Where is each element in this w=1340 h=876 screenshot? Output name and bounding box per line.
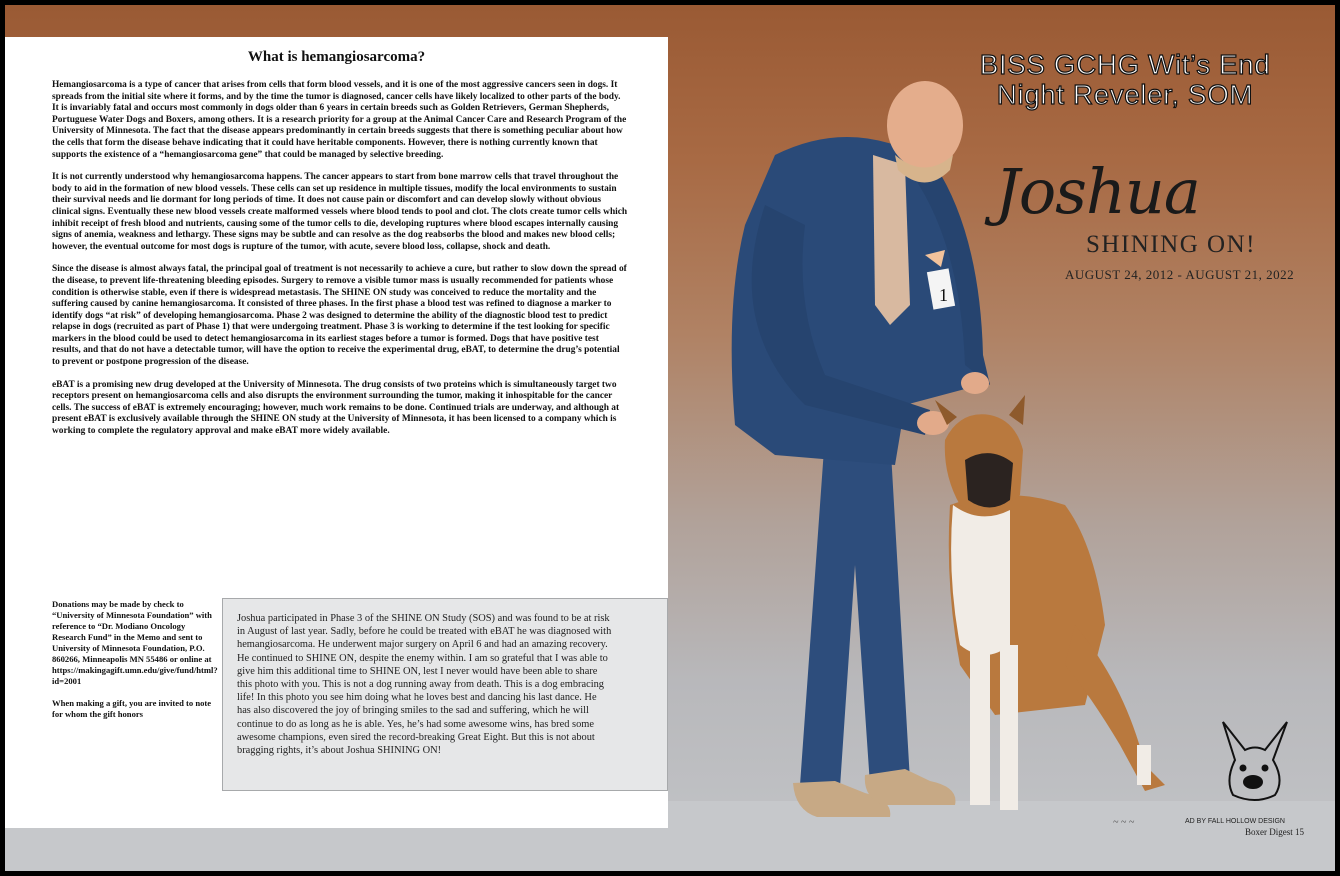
dog-call-name: Joshua <box>995 155 1200 228</box>
article-paragraph: eBAT is a promising new drug developed at the University of Minnesota. The drug consists of two proteins which is simultaneously target two receptors present on hemangiosarcoma cells and also disrupts the environment surrounding the tumor, making it inhospitable for the cancer cells. The success of eBAT is extremely encouraging; however, much work remains to be done. Continued trials are underway, and although at present eBAT is exclusively available through the SHINE ON study at the University of Minnesota, it has been licensed to a company which is working to complete the regulatory approval and make eBAT more widely available. <box>52 379 620 437</box>
dog-rear-paw <box>1137 745 1151 785</box>
article-paragraph: Hemangiosarcoma is a type of cancer that arises from cells that form blood vessels, and it is one of the most aggressive cancers seen in dogs. It spreads from the initial site where it forms, and by the time the tumor is diagnosed, cancer cells have likely localized to other parts of the body. It is invariably fatal and occurs most commonly in dogs older than 6 years in certain breeds such as Golden Retrievers, German Shepherds, Portuguese Water Dogs and Boxers, among others. It is a research priority for a group at the Animal Cancer Care and Research Program of the University of Minnesota. The fact that the disease appears predominantly in certain breeds suggests that there is something peculiar about how the cells that form the disease behave indicating that it could have heritable components. However, there is nothing currently known that supports the existence of a “hemangiosarcoma gene” that could be managed by selective breeding. <box>52 80 627 160</box>
dog-title-line-1: BISS GCHG Wit’s End <box>979 49 1271 80</box>
photographer-signature-icon: ~ ~ ~ <box>1113 817 1135 828</box>
article-title: What is hemangiosarcoma? <box>247 49 426 65</box>
handler-shirt <box>873 155 910 325</box>
tagline: SHINING ON! <box>1086 231 1256 258</box>
handler-shoe-right <box>865 769 956 805</box>
ad-credit: AD BY FALL HOLLOW DESIGN <box>1185 818 1285 825</box>
article-paragraph: Since the disease is almost always fatal, the principal goal of treatment is not necessarily to achieve a cure, but rather to slow down the spread of the disease, to prevent life-threatening bleeding episodes. Surgery to remove a visible tumor mass is usually recommended for patients whose condition is otherwise stable, even if there is widespread metastasis. The SHINE ON study was conceived to reduce the mortality and the suffering caused by canine hemangiosarcoma. It consisted of three phases. In the first phase a blood test was refined to diagnose a marker to identify dogs “at risk” of developing hemangiosarcoma. Phase 2 was designed to determine the ability of the diagnostic blood test to predict relapse in dogs (recruited as part of Phase 1) that were undergoing treatment. Phase 3 is working to determine if the test looking for specific markers in the blood could be used to detect hemangiosarcoma in its earliest stages before a tumor is formed. Dogs that have positive test results, and that do not have a detectable tumor, will have the option to receive the experimental drug, eBAT, to determine the drug’s potential to prevent or postpone progression of the disease. <box>52 264 627 368</box>
article-body <box>52 80 628 449</box>
donations-note: When making a gift, you are invited to note for whom the gift honors <box>52 698 212 719</box>
magazine-spread <box>5 5 1335 871</box>
handler-hand-right <box>961 372 989 394</box>
story-text: Joshua participated in Phase 3 of the SHINE ON Study (SOS) and was found to be at risk in August of last year. Sadly, before he could be treated with eBAT he was diagnosed with hemangiosarcoma. He underwent major surgery on April 6 and had an amazing recovery. He continued to SHINE ON, despite the enemy within. I am so grateful that I was able to give him this additional time to SHINE ON, lest I never would have been able to share this photo with you. This is not a dog running away from death. This is a dog embracing life! In this photo you see him doing what he loves best and dancing his last dance. He has also discovered the joy of bringing smiles to the sad and suffering, which he will continue to do as long as he is able. Yes, he’s had some awesome wins, has bred some awesome champions, even sired the record-breaking Great Eight. But this is not about bragging rights, it’s about Joshua SHINING ON! <box>237 613 612 757</box>
dog-leg-front-left <box>970 645 990 805</box>
armband-number: 1 <box>939 285 948 305</box>
article-paragraph: It is not currently understood why hemangiosarcoma happens. The cancer appears to start from bone marrow cells that travel throughout the body to aid in the formation of new blood vessels. These cells can set up residence in multiple tissues, modify the local environments to sustain their survival needs and lie dormant for long periods of time. It does not cause pain or discomfort and can develop slowly without obvious clinical signs. Eventually these new blood vessels create malformed vessels where blood tends to pool and clot. The clots create tumor cells which inhibit receipt of fresh blood and nutrients, causing some of the tumor cells to die, developing ruptures where blood escapes internally causing signs of anemia, weakness and lethargy. These signs may be subtle and can resolve as the dog reabsorbs the blood and makes new blood cells; however, the eventual outcome for most dogs is rupture of the tumor, with acute, severe blood loss, collapse, shock and death. <box>52 172 628 252</box>
dog-leg-front-right <box>1000 645 1018 810</box>
boxer-logo-icon <box>1223 722 1287 800</box>
dog-title-line-2: Night Reveler, SOM <box>996 79 1254 110</box>
dog-ear-right <box>1009 395 1025 425</box>
article-panel <box>5 37 668 828</box>
life-dates: AUGUST 24, 2012 - AUGUST 21, 2022 <box>1065 267 1295 282</box>
dog-chest <box>951 505 1010 655</box>
dog-muzzle <box>965 453 1013 507</box>
handler-trousers <box>800 435 910 787</box>
story-box <box>222 598 668 791</box>
dog-title-heading <box>905 50 1335 110</box>
donations-text: Donations may be made by check to “University of Minnesota Foundation” with reference to “Dr. Modiano Oncology Research Fund” in the Memo and sent to University of Minnesota Foundation, P.O. 860266, Minneapolis MN 55486 or online at https://makingagift.umn.edu/give/fund/html?id=2001 <box>52 599 218 686</box>
donations-sidebar <box>52 599 218 731</box>
page-folio: Boxer Digest 15 <box>1245 827 1304 837</box>
